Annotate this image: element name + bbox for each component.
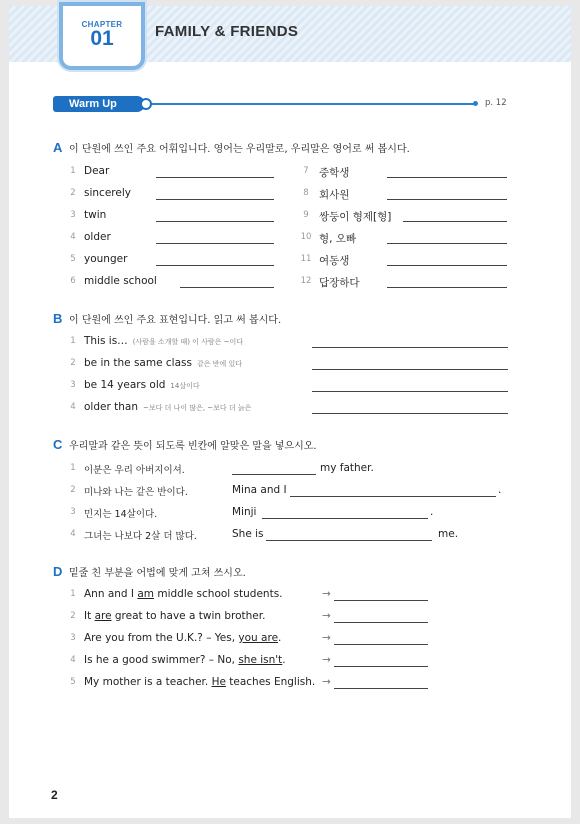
expression-phrase: older than [84,401,138,413]
expression-row [66,401,516,415]
answer-line[interactable] [387,177,507,178]
error-sentence: Are you from the U.K.? – Yes, you are. [84,632,282,644]
item-number: 9 [303,210,309,220]
chapter-number: 01 [90,27,114,50]
correction-row [66,676,516,690]
vocab-word: 중학생 [319,167,350,179]
item-number: 3 [70,633,76,643]
error-sentence: It are great to have a twin brother. [84,610,266,622]
sentence-end: me. [438,528,459,540]
translation-row [66,528,516,542]
item-number: 1 [70,463,76,473]
answer-line[interactable] [312,369,508,370]
vocab-row [299,209,519,223]
item-number: 7 [303,166,309,176]
item-number: 10 [300,232,312,242]
vocab-row [66,165,306,179]
item-number: 5 [70,677,76,687]
answer-line[interactable] [334,688,428,689]
warmup-bar [53,96,513,112]
section-c-heading [53,437,317,452]
vocab-word: 답장하다 [319,277,360,289]
warmup-divider [152,103,476,105]
sentence-end: my father. [320,462,374,474]
correction-row [66,632,516,646]
section-b-heading [53,311,281,326]
vocab-row [66,275,306,289]
answer-line[interactable] [156,243,274,244]
underlined-error: are [94,610,112,622]
vocab-row [299,187,519,201]
vocab-word: sincerely [84,187,131,199]
item-number: 3 [70,507,76,517]
arrow-icon: → [322,588,331,600]
warmup-label: Warm Up [53,96,145,112]
workbook-page [9,6,571,818]
answer-line[interactable] [387,287,507,288]
vocab-row [66,231,306,245]
answer-line[interactable] [387,199,507,200]
expression-meaning: ~보다 더 나이 많은, ~보다 더 늙은 [142,404,252,412]
chapter-label: CHAPTER [81,20,123,29]
item-number: 3 [70,380,76,390]
arrow-icon: → [322,654,331,666]
answer-line[interactable] [312,413,508,414]
vocab-row [299,165,519,179]
item-number: 1 [70,336,76,346]
item-number: 2 [70,611,76,621]
expression-row [66,335,516,349]
error-sentence: My mother is a teacher. He teaches English. [84,676,316,688]
vocab-word: middle school [84,275,157,287]
answer-line[interactable] [312,391,508,392]
korean-sentence: 이분은 우리 아버지이셔. [84,465,185,476]
vocab-word: 여동생 [319,255,350,267]
item-number: 5 [70,254,76,264]
expression-phrase: be in the same class [84,357,192,369]
vocab-row [299,253,519,267]
sentence-start: Minji [232,506,257,518]
vocab-word: 회사원 [319,189,350,201]
vocab-word: younger [84,253,128,265]
error-sentence: Ann and I am middle school students. [84,588,283,600]
expression-row [66,357,516,371]
section-a-letter: A [53,140,63,155]
correction-row [66,588,516,602]
answer-line[interactable] [156,177,274,178]
section-d-instruction: 밑줄 친 부분을 어법에 맞게 고쳐 쓰시오. [69,568,246,579]
expression-meaning: 같은 반에 있다 [196,360,242,368]
arrow-icon: → [322,676,331,688]
item-number: 6 [70,276,76,286]
answer-line[interactable] [334,622,428,623]
expression-phrase: This is… [84,335,128,347]
answer-line[interactable] [387,243,507,244]
korean-sentence: 민지는 14살이다. [84,509,158,520]
answer-line[interactable] [403,221,507,222]
answer-line[interactable] [156,199,274,200]
item-number: 2 [70,485,76,495]
answer-blank[interactable] [262,518,428,519]
sentence-start: She is [232,528,264,540]
underlined-error: she isn't [238,654,283,666]
underlined-error: you are [238,632,279,644]
section-d-letter: D [53,564,63,579]
vocab-word: 형, 오빠 [319,233,357,245]
item-number: 2 [70,188,76,198]
vocab-row [66,209,306,223]
arrow-icon: → [322,610,331,622]
item-number: 4 [70,529,76,539]
item-number: 3 [70,210,76,220]
warmup-page-ref: p. 12 [485,98,507,108]
item-number: 4 [70,655,76,665]
answer-line[interactable] [156,221,274,222]
expression-meaning: (사람을 소개할 때) 이 사람은 ~이다 [132,338,244,346]
answer-blank[interactable] [232,474,316,475]
answer-line[interactable] [156,265,274,266]
item-number: 12 [300,276,312,286]
answer-blank[interactable] [266,540,432,541]
sentence-start: Mina and I [232,484,287,496]
sentence-end: . [430,506,434,518]
error-sentence: Is he a good swimmer? – No, she isn't. [84,654,286,666]
section-a-heading [53,140,410,155]
item-number: 1 [70,166,76,176]
chapter-title: FAMILY & FRIENDS [155,23,299,40]
vocab-row [66,253,306,267]
vocab-word: 쌍둥이 형제[형] [319,211,392,223]
warmup-knob [140,98,152,110]
answer-line[interactable] [334,644,428,645]
vocab-word: older [84,231,111,243]
answer-line[interactable] [334,600,428,601]
item-number: 2 [70,358,76,368]
warmup-dot [473,101,478,106]
answer-line[interactable] [387,265,507,266]
vocab-row [299,231,519,245]
item-number: 4 [70,232,76,242]
section-b-letter: B [53,311,63,326]
vocab-row [66,187,306,201]
korean-sentence: 그녀는 나보다 2살 더 많다. [84,531,197,542]
item-number: 11 [300,254,312,264]
section-c-instruction: 우리말과 같은 뜻이 되도록 빈칸에 알맞은 말을 넣으시오. [69,441,317,452]
correction-row [66,654,516,668]
answer-line[interactable] [334,666,428,667]
expression-meaning: 14살이다 [170,382,200,390]
answer-line[interactable] [180,287,274,288]
vocab-row [299,275,519,289]
section-d-heading [53,564,246,579]
expression-row [66,379,516,393]
section-c-letter: C [53,437,63,452]
translation-row [66,462,516,476]
item-number: 1 [70,589,76,599]
chapter-tab [59,2,145,70]
answer-blank[interactable] [290,496,496,497]
korean-sentence: 미나와 나는 같은 반이다. [84,487,188,498]
section-a-instruction: 이 단원에 쓰인 주요 어휘입니다. 영어는 우리말로, 우리말은 영어로 써 봅시다. [69,144,410,155]
page-number: 2 [51,788,58,802]
vocab-word: twin [84,209,107,221]
correction-row [66,610,516,624]
underlined-error: He [211,676,226,688]
section-b-instruction: 이 단원에 쓰인 주요 표현입니다. 읽고 써 봅시다. [69,315,282,326]
item-number: 8 [303,188,309,198]
expression-phrase: be 14 years old [84,379,166,391]
arrow-icon: → [322,632,331,644]
translation-row [66,506,516,520]
vocab-word: Dear [84,165,110,177]
item-number: 4 [70,402,76,412]
answer-line[interactable] [312,347,508,348]
underlined-error: am [137,588,155,600]
translation-row [66,484,516,498]
sentence-end: . [498,484,502,496]
